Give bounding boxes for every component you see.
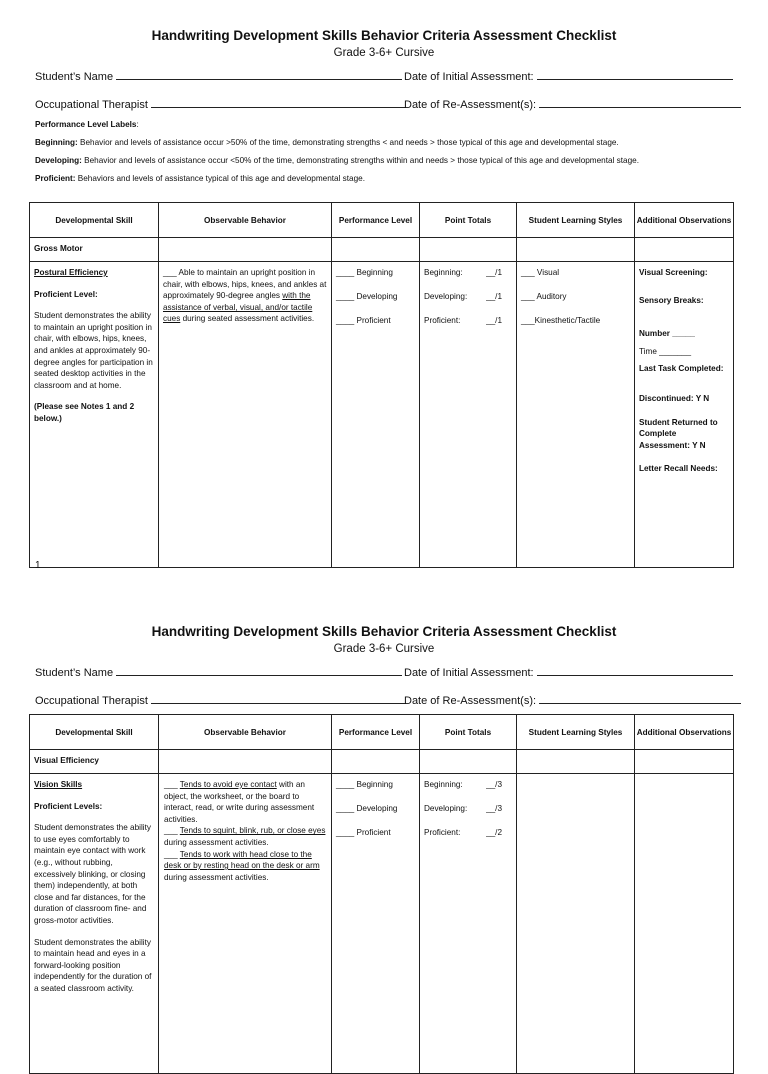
skill-name: Postural Efficiency: [34, 268, 108, 277]
header-cell: Observable Behavior: [159, 203, 332, 238]
points-beginning[interactable]: Beginning: __/1: [424, 268, 502, 277]
header-cell: Developmental Skill: [30, 715, 159, 750]
reassessment-field[interactable]: Date of Re-Assessment(s):: [404, 98, 741, 111]
header-cell: Student Learning Styles: [517, 715, 635, 750]
points-developing[interactable]: Developing: __/3: [424, 804, 502, 813]
reassessment-field[interactable]: Date of Re-Assessment(s):: [404, 694, 741, 707]
performance-level-beginning[interactable]: ____ Beginning: [336, 780, 393, 789]
initial-assessment-field[interactable]: Date of Initial Assessment:: [404, 70, 733, 83]
skill-description: Student demonstrates the ability to maintain an upright position in chair, with elbows, hips, knees, and ankles at approximately 90-degree angles for participation in seated desktop activities in the classroom and at home.: [34, 311, 153, 390]
student-name-field[interactable]: Student’s Name: [35, 666, 402, 679]
assessment-table: [29, 202, 734, 568]
performance-level-developing[interactable]: ____ Developing: [336, 804, 398, 813]
learning-style-auditory[interactable]: ___ Auditory: [521, 292, 567, 301]
sensory-breaks-label: Sensory Breaks:: [639, 295, 704, 305]
learning-styles-cell[interactable]: [517, 774, 635, 1074]
header-cell: Observable Behavior: [159, 715, 332, 750]
page-subtitle: Grade 3-6+ Cursive: [333, 47, 435, 59]
skill-description: Student demonstrates the ability to maintain head and eyes in a forward-looking position independently for the duration of a seated classroom activity.: [34, 937, 152, 993]
page-title: Handwriting Development Skills Behavior Criteria Assessment Checklist: [151, 28, 617, 43]
points-beginning[interactable]: Beginning: __/3: [424, 780, 502, 789]
observations-cell[interactable]: [635, 774, 734, 1074]
observable-behavior[interactable]: ___ Able to maintain an upright position in chair, with elbows, hips, knees, and ankles at approximately 90-degree angles with the assistance of verbal, visual, and/or tactile cues during seated assessment activities.: [163, 268, 327, 324]
observable-behavior[interactable]: ___ Tends to avoid eye contact with an object, the worksheet, or the board to interact, read, or write during assessment activities.: [164, 780, 315, 824]
observable-behavior[interactable]: ___ Tends to squint, blink, rub, or close eyes during assessment activities.: [164, 826, 326, 847]
header-cell: Additional Observations: [635, 203, 734, 238]
header-cell: Performance Level: [332, 203, 420, 238]
page-1: Handwriting Development Skills Behavior Criteria Assessment Checklist Grade 3-6+ Cursive Student’s Name Date of Initial Assessment: Occupational Therapist Date of Re-Assessment(s): Performance Level Labels: Beginning: Behavior and levels of assistance occur >50% of the time, demonstrating strengths < and needs > those typical of this age and developmental stage. Developing: Behavior and levels of assistance occur <50% of the time, demonstrating strengths within and needs > those typical of this age and developmental stage. Proficient: Behaviors and levels of assistance typical of this age and developmental stage. Developmental Skill Observable Behavior Performance Level Point Totals Student Learning Styles Additional Observations Gross Motor Postural Efficiency Proficient Level: Student demonstrates the ability to maintain an upright position in chair, with elbows, hips, knees, and ankles at approximately 90-degree angles for participation in seated desktop activities in the classroom and at home. (Please see Notes 1 and 2 below.) ___ Able to maintain an upright position in chair, with elbows, hips, knees, and ankles at approximately 90-degree angles with the assistance of verbal, visual, and/or tactile cues during seated assessment activities. ____ Beginning ____ Developing ____ Proficient Beginning: __/1 Developing: __/1 Proficient: __/1 ___ Visual ___ Auditory ___Kinesthetic/Tactile Visual Screening: Sensory Breaks: Number _____ Time _______ Last Task Completed: Discontinued: Y N Student Returned to Complete Assessment: Y N Letter Recall Needs: 1: [0, 0, 768, 590]
header-cell: Additional Observations: [635, 715, 734, 750]
skill-level-label: Proficient Levels:: [34, 801, 103, 811]
letter-recall-label: Letter Recall Needs:: [639, 464, 718, 474]
student-returned-field[interactable]: Student Returned to Complete Assessment: Y N: [639, 417, 718, 450]
observable-behavior[interactable]: ___ Tends to work with head close to the desk or by resting head on the desk or arm during assessment activities.: [164, 849, 320, 882]
section-label: Visual Efficiency: [34, 756, 99, 765]
points-developing[interactable]: Developing: __/1: [424, 292, 502, 301]
visual-screening-label: Visual Screening:: [639, 268, 708, 277]
assessment-table: [29, 714, 734, 1074]
points-proficient[interactable]: Proficient: __/2: [424, 828, 502, 837]
header-cell: Student Learning Styles: [517, 203, 635, 238]
initial-assessment-field[interactable]: Date of Initial Assessment:: [404, 666, 733, 679]
section-row: [30, 750, 734, 774]
performance-level-developing[interactable]: ____ Developing: [336, 292, 398, 301]
table-row: [30, 774, 734, 1074]
performance-level-proficient[interactable]: ____ Proficient: [336, 316, 391, 325]
header-cell: Performance Level: [332, 715, 420, 750]
last-task-label: Last Task Completed:: [639, 364, 724, 374]
table-header-row: [30, 715, 734, 750]
performance-level-beginning[interactable]: ____ Beginning: [336, 268, 393, 277]
header-cell: Developmental Skill: [30, 203, 159, 238]
section-row: [30, 238, 734, 262]
skill-note: (Please see Notes 1 and 2 below.): [34, 402, 135, 423]
page-subtitle: Grade 3-6+ Cursive: [333, 643, 435, 655]
learning-style-visual[interactable]: ___ Visual: [521, 268, 560, 277]
page-2: [0, 596, 768, 1024]
header-cell: Point Totals: [420, 715, 517, 750]
therapist-field[interactable]: Occupational Therapist: [35, 694, 405, 707]
student-name-field[interactable]: Student’s Name: [35, 70, 402, 83]
header-cell: Point Totals: [420, 203, 517, 238]
table-header-row: [30, 203, 734, 238]
page-title: Handwriting Development Skills Behavior Criteria Assessment Checklist: [151, 624, 617, 639]
points-proficient[interactable]: Proficient: __/1: [424, 316, 502, 325]
page-number: 1: [35, 560, 41, 571]
section-label: Gross Motor: [34, 244, 83, 253]
performance-level-proficient[interactable]: ____ Proficient: [336, 828, 391, 837]
skill-name: Vision Skills: [34, 780, 83, 789]
discontinued-field[interactable]: Discontinued: Y N: [639, 393, 710, 403]
skill-level-label: Proficient Level:: [34, 289, 98, 299]
learning-style-kinesthetic[interactable]: ___Kinesthetic/Tactile: [521, 316, 601, 325]
table-row: [30, 262, 734, 568]
skill-description: Student demonstrates the ability to use eyes comfortably to maintain eye contact with work (e.g., without rubbing, excessively blinking, or closing them) independently, at both close and far distances, for the duration of classroom fine- and gross-motor activities.: [34, 823, 151, 925]
therapist-field[interactable]: Occupational Therapist: [35, 98, 405, 111]
time-field[interactable]: Time _______: [639, 346, 692, 356]
number-field[interactable]: Number _____: [639, 329, 695, 339]
